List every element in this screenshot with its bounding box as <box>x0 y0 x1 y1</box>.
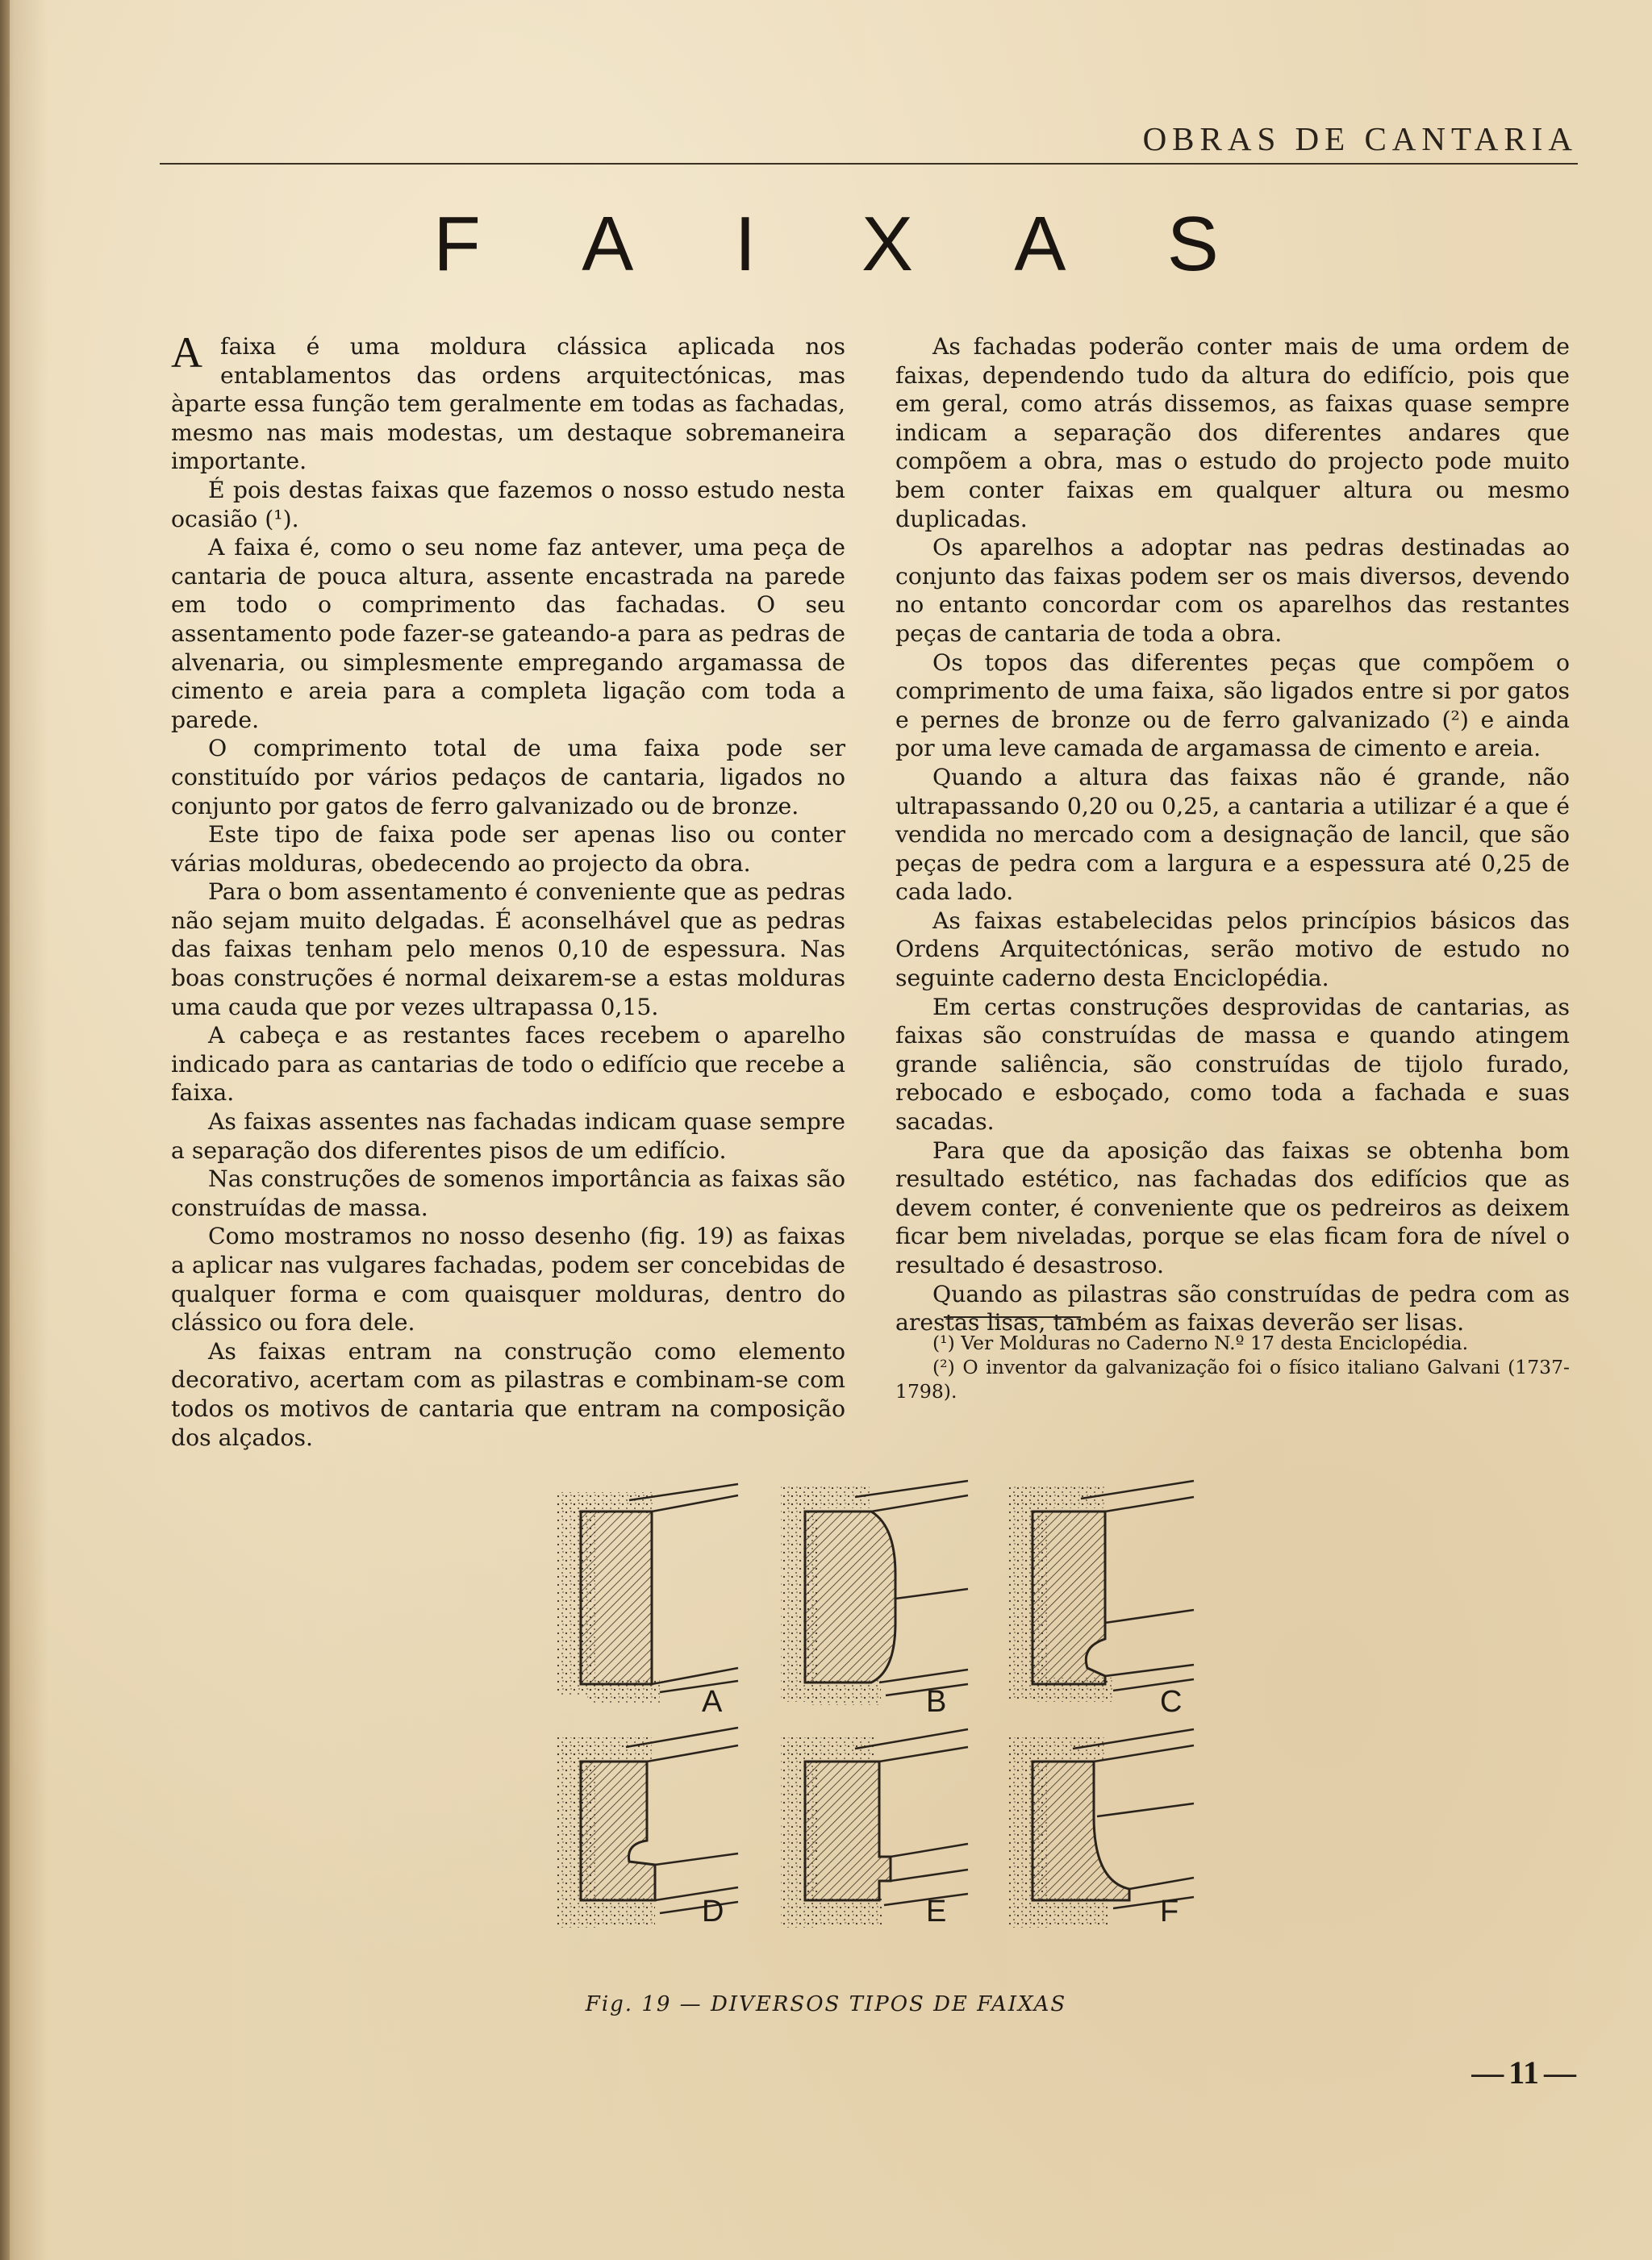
paragraph: Os topos das diferentes peças que compõem o comprimento de uma faixa, são ligados entre si por gatos e pernes de bronze ou de ferro galvanizado (²) e ainda por uma leve camada de argamassa de cimento e areia. <box>895 648 1570 762</box>
page-binding-edge <box>0 0 10 2260</box>
figure-19 <box>549 1478 1210 1929</box>
paragraph: Afaixa é uma moldura clássica aplicada nos entablamentos das ordens arquitectónicas, mas àparte essa função tem geralmente em todas as fachadas, mesmo nas mais modestas, um destaque sobremaneira importante. <box>171 328 845 475</box>
figure-label-f: F <box>1160 1895 1179 1929</box>
faixa-drawing-c <box>1008 1481 1194 1719</box>
footnote: (¹) Ver Molduras no Caderno N.º 17 desta Enciclopédia. <box>932 1332 1469 1354</box>
paragraph: O comprimento total de uma faixa pode ser constituído por vários pedaços de cantaria, ligados no conjunto por gatos de ferro galvanizado ou de bronze. <box>171 735 845 819</box>
paragraph: Quando a altura das faixas não é grande, não ultrapassando 0,20 ou 0,25, a cantaria a utilizar é a que é vendida no mercado com a designação de lancil, que são peças de pedra com a largura e a espessura até 0,25 de cada lado. <box>895 763 1570 906</box>
paragraph: Quando as pilastras são construídas de pedra com as arestas lisas, também as faixas deverão ser lisas. <box>895 1280 1570 1336</box>
paragraph: As fachadas poderão conter mais de uma ordem de faixas, dependendo tudo da altura do edifício, pois que em geral, como atrás dissemos, as faixas quase sempre indicam a separação dos diferentes andares que compõem a obra, mas o estudo do projecto pode muito bem conter faixas em qualquer altura ou mesmo duplicadas. <box>895 333 1570 532</box>
page-title: F A I X A S <box>433 201 1261 287</box>
faixas-drawings <box>549 1478 1210 1929</box>
faixa-drawing-a <box>557 1484 738 1719</box>
paragraph: Para o bom assentamento é conveniente que as pedras não sejam muito delgadas. É aconselhável que as pedras das faixas tenham pelo menos 0,10 de espessura. Nas boas construções é normal deixarem-se a estas molduras uma cauda que por vezes ultrapassa 0,15. <box>171 878 845 1020</box>
faixa-drawing-b <box>781 1481 968 1719</box>
paragraph: É pois destas faixas que fazemos o nosso estudo nesta ocasião (¹). <box>171 476 845 532</box>
footnote: (²) O inventor da galvanização foi o físico italiano Galvani (1737-1798). <box>895 1356 1570 1403</box>
paragraph: As faixas entram na construção como elemento decorativo, acertam com as pilastras e combinam-se com todos os motivos de cantaria que entram na composição dos alçados. <box>171 1337 845 1451</box>
faixa-drawing-f <box>1008 1729 1194 1929</box>
running-head: OBRAS DE CANTARIA <box>1142 120 1578 157</box>
left-column <box>171 328 845 1452</box>
paragraph: Para que da aposição das faixas se obtenha bom resultado estético, nas fachadas dos edifícios que as devem conter, é conveniente que os pedreiros as deixem ficar bem niveladas, porque se elas ficam fora de nível o resultado é desastroso. <box>895 1136 1570 1278</box>
paragraph: A cabeça e as restantes faces recebem o aparelho indicado para as cantarias de todo o edifício que recebe a faixa. <box>171 1022 845 1107</box>
figure-label-b: B <box>926 1685 947 1719</box>
faixa-drawing-d <box>557 1728 738 1929</box>
header-rule <box>160 163 1578 165</box>
drop-cap: A <box>171 328 202 377</box>
paragraph: Os aparelhos a adoptar nas pedras destinadas ao conjunto das faixas podem ser os mais diversos, devendo no entanto concordar com os aparelhos das restantes peças de cantaria de toda a obra. <box>895 534 1570 647</box>
paragraph: Este tipo de faixa pode ser apenas liso ou conter várias molduras, obedecendo ao projecto da obra. <box>171 821 845 877</box>
figure-label-e: E <box>926 1895 947 1929</box>
paragraph: As faixas estabelecidas pelos princípios básicos das Ordens Arquitectónicas, serão motivo de estudo no seguinte caderno desta Enciclopédia. <box>895 907 1570 992</box>
figure-label-d: D <box>702 1895 724 1929</box>
paragraph: Em certas construções desprovidas de cantarias, as faixas são construídas de massa e quando atingem grande saliência, são construídas de tijolo furado, rebocado e esboçado, como toda a fachada e suas sacadas. <box>895 993 1570 1136</box>
paragraph: Como mostramos no nosso desenho (fig. 19) as faixas a aplicar nas vulgares fachadas, podem ser concebidas de qualquer forma e com quaisquer molduras, dentro do clássico ou fora dele. <box>171 1223 845 1336</box>
faixa-drawing-e <box>781 1729 968 1929</box>
footnote-rule <box>944 1316 1081 1331</box>
paragraph: A faixa é, como o seu nome faz antever, uma peça de cantaria de pouca altura, assente encastrada na parede em todo o comprimento das fachadas. O seu assentamento pode fazer-se gateando-a para as pedras de alvenaria, ou simplesmente empregando argamassa de cimento e areia para a completa ligação com toda a parede. <box>171 534 845 733</box>
figure-label-c: C <box>1160 1685 1183 1719</box>
footnotes <box>895 1316 1570 1403</box>
page-number: — 11 — <box>1466 2054 1581 2091</box>
right-column <box>895 332 1570 1337</box>
paragraph: Nas construções de somenos importância as faixas são construídas de massa. <box>171 1165 845 1221</box>
figure-label-a: A <box>702 1685 723 1719</box>
paragraph: As faixas assentes nas fachadas indicam quase sempre a separação dos diferentes pisos de um edifício. <box>171 1108 845 1164</box>
figure-caption: Fig. 19 — DIVERSOS TIPOS DE FAIXAS <box>585 1992 1067 2016</box>
